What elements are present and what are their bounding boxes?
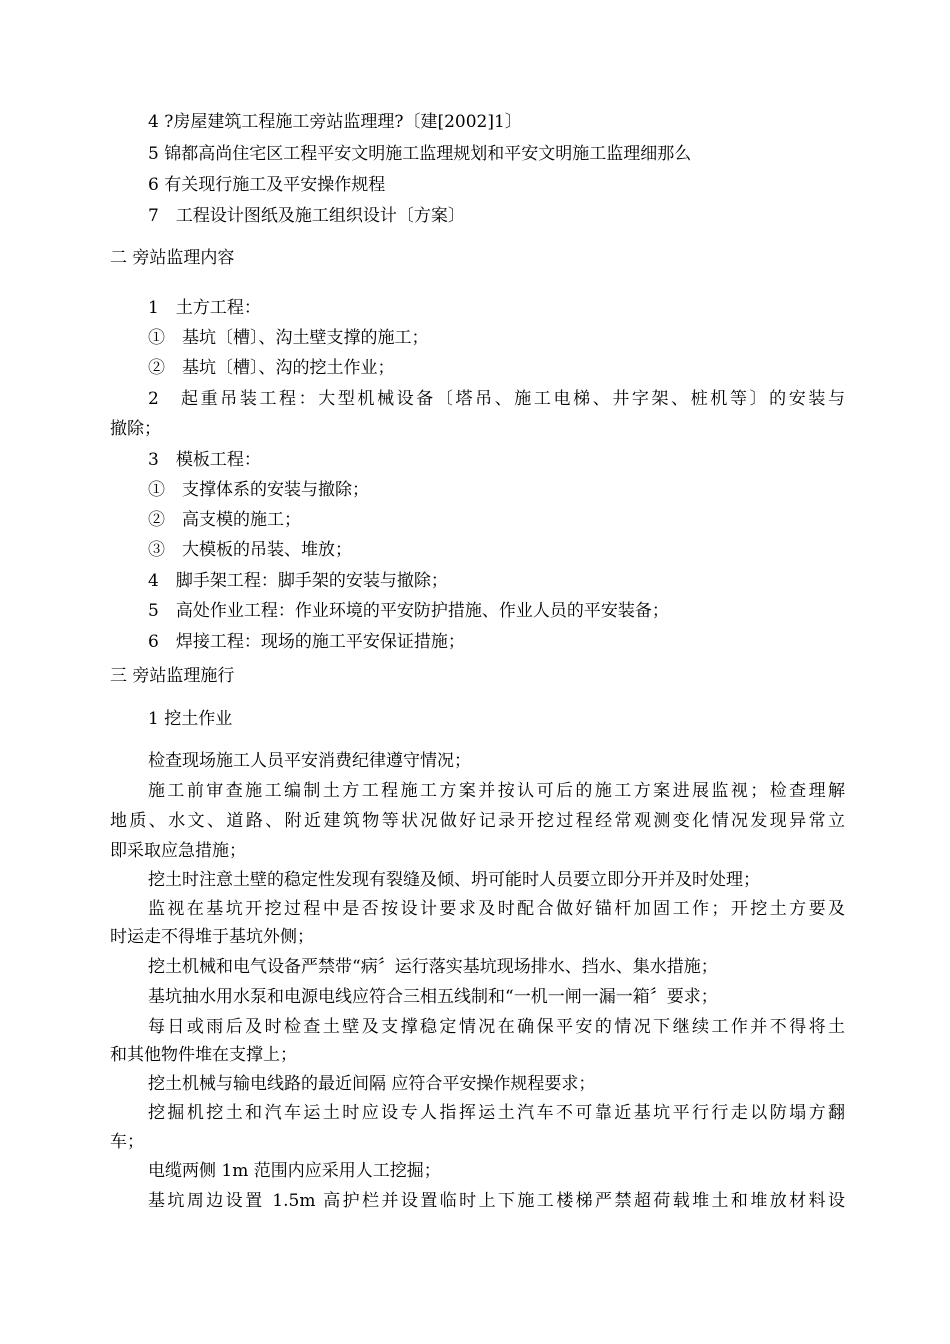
section-heading: 二 旁站监理内容 — [110, 248, 235, 268]
content-line: 电缆两侧 1m 范围内应采用人工挖掘； — [148, 1161, 441, 1181]
basis-item: 7 工程设计图纸及施工组织设计〔方案〕 — [148, 206, 465, 226]
content-line: ② 基坑〔槽〕、沟的挖土作业； — [148, 358, 395, 378]
content-line: 地质、水文、道路、附近建筑物等状况做好记录开挖过程经常观测变化情况发现异常立 — [110, 811, 845, 831]
content-line: 每日或雨后及时检查土壁及支撑稳定情况在确保平安的情况下继续工作并不得将土 — [148, 1017, 845, 1037]
content-line: 5 高处作业工程：作业环境的平安防护措施、作业人员的平安装备； — [148, 601, 669, 621]
content-line: ③ 大模板的吊装、堆放； — [148, 540, 352, 560]
basis-item: 5 锦都高尚住宅区工程平安文明施工监理规划和平安文明施工监理细那么 — [148, 144, 692, 164]
content-line: 施工前审查施工编制土方工程施工方案并按认可后的施工方案进展监视；检查理解 — [148, 781, 845, 801]
content-line: 1 土方工程： — [148, 298, 261, 318]
content-line: 3 模板工程： — [148, 450, 261, 470]
content-line: 基坑周边设置 1.5m 高护栏并设置临时上下施工楼梯严禁超荷载堆土和堆放材料设 — [148, 1191, 845, 1211]
content-line: 即采取应急措施； — [110, 841, 246, 861]
content-line: ① 基坑〔槽〕、沟土壁支撑的施工； — [148, 328, 429, 348]
content-line: 车； — [110, 1132, 144, 1152]
content-line: 和其他物件堆在支撑上； — [110, 1045, 297, 1065]
content-line: 挖土机械与输电线路的最近间隔 应符合平安操作规程要求； — [148, 1074, 596, 1094]
content-line: 6 焊接工程：现场的施工平安保证措施； — [148, 632, 465, 652]
subsection-title: 1 挖土作业 — [148, 709, 233, 729]
basis-item: 6 有关现行施工及平安操作规程 — [148, 175, 386, 195]
content-line: ② 高支模的施工； — [148, 510, 301, 530]
content-line: 挖土时注意土壁的稳定性发现有裂缝及倾、坍可能时人员要立即分开并及时处理； — [148, 870, 760, 890]
content-line: 挖土机械和电气设备严禁带“病〞运行落实基坑现场排水、挡水、集水措施； — [148, 957, 718, 977]
content-line: ① 支撑体系的安装与撤除； — [148, 480, 369, 500]
content-line: 基坑抽水用水泵和电源电线应符合三相五线制和“一机一闸一漏一箱〞要求； — [148, 987, 718, 1007]
content-line: 挖掘机挖土和汽车运土时应设专人指挥运土汽车不可靠近基坑平行行走以防塌方翻 — [148, 1103, 845, 1123]
content-line: 监视在基坑开挖过程中是否按设计要求及时配合做好锚杆加固工作；开挖土方要及 — [148, 899, 845, 919]
content-line: 时运走不得堆于基坑外侧； — [110, 927, 314, 947]
content-line: 撤除； — [110, 419, 161, 439]
content-line: 检查现场施工人员平安消费纪律遵守情况； — [148, 751, 471, 771]
section-heading: 三 旁站监理施行 — [110, 666, 235, 686]
basis-item: 4 ?房屋建筑工程施工旁站监理理?〔建[2002]1〕 — [148, 112, 522, 132]
content-line: 4 脚手架工程：脚手架的安装与撤除； — [148, 571, 448, 591]
content-line: 2 起重吊装工程：大型机械设备〔塔吊、施工电梯、井字架、桩机等〕的安装与 — [148, 389, 845, 409]
